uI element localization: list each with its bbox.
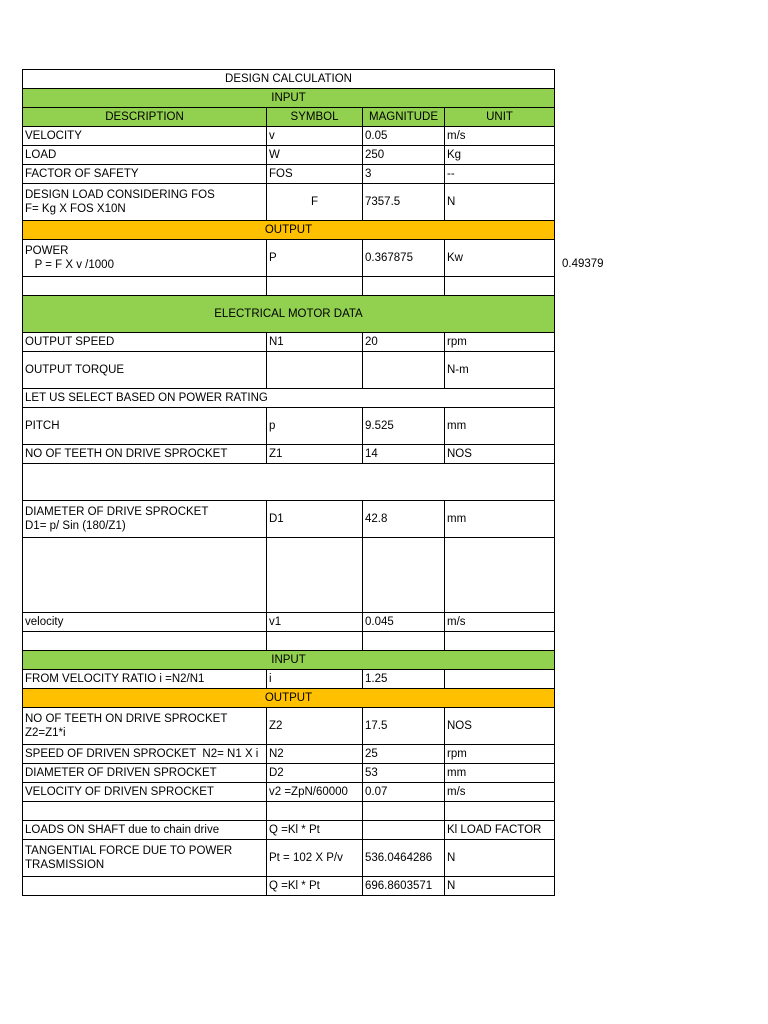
note-text	[23, 464, 555, 501]
magnitude-cell	[363, 538, 445, 613]
section-header-row	[23, 651, 555, 670]
unit-cell: m/s	[445, 783, 555, 802]
column-header-row	[23, 108, 555, 127]
symbol-cell: Z1	[267, 445, 363, 464]
symbol-cell: Q =Kl * Pt	[267, 821, 363, 840]
unit-cell: --	[445, 165, 555, 184]
description-line: OUTPUT TORQUE	[25, 364, 125, 376]
unit-cell: Kg	[445, 146, 555, 165]
description-line: VELOCITY	[25, 130, 82, 142]
unit-cell: N	[445, 877, 555, 896]
description-cell	[23, 783, 267, 802]
description-line: TRASMISSION	[25, 859, 105, 871]
output-header-row	[23, 689, 555, 708]
symbol-cell: F	[267, 184, 363, 221]
table-row	[23, 802, 555, 821]
description-line: FROM VELOCITY RATIO i =N2/N1	[25, 673, 205, 685]
magnitude-cell: 42.8	[363, 501, 445, 538]
sheet-title: DESIGN CALCULATION	[23, 70, 555, 89]
description-line: F= Kg X FOS X10N	[25, 203, 126, 215]
magnitude-cell: 53	[363, 764, 445, 783]
description-cell	[23, 670, 267, 689]
table-row	[23, 184, 555, 221]
unit-cell: NOS	[445, 708, 555, 745]
description-cell	[23, 501, 267, 538]
symbol-cell: p	[267, 408, 363, 445]
table-row	[23, 352, 555, 389]
table-row	[23, 821, 555, 840]
description-cell	[23, 708, 267, 745]
description-cell	[23, 821, 267, 840]
symbol-cell: v1	[267, 613, 363, 632]
table-row	[23, 840, 555, 877]
description-line: TANGENTIAL FORCE DUE TO POWER	[25, 845, 233, 857]
output-header-row	[23, 221, 555, 240]
table-row	[23, 240, 555, 277]
note-row	[23, 389, 555, 408]
description-cell	[23, 146, 267, 165]
symbol-cell	[267, 277, 363, 296]
magnitude-cell: 9.525	[363, 408, 445, 445]
description-cell	[23, 764, 267, 783]
table-row	[23, 277, 555, 296]
description-line: NO OF TEETH ON DRIVE SPROCKET	[25, 448, 228, 460]
description-line: LOAD	[25, 149, 57, 161]
table-row	[23, 538, 555, 613]
unit-cell: m/s	[445, 127, 555, 146]
description-line: Z2=Z1*i	[25, 727, 66, 739]
unit-cell	[445, 632, 555, 651]
magnitude-cell: 1.25	[363, 670, 445, 689]
section-label: INPUT	[23, 89, 555, 108]
table-row	[23, 333, 555, 352]
magnitude-cell: 0.07	[363, 783, 445, 802]
title-row	[23, 70, 555, 89]
description-line: D1= p/ Sin (180/Z1)	[25, 520, 126, 532]
symbol-cell	[267, 538, 363, 613]
magnitude-cell: 536.0464286	[363, 840, 445, 877]
unit-cell	[445, 670, 555, 689]
description-line: PITCH	[25, 420, 60, 432]
description-cell	[23, 613, 267, 632]
description-cell	[23, 445, 267, 464]
unit-cell: N	[445, 184, 555, 221]
table-row	[23, 632, 555, 651]
description-line: LOADS ON SHAFT due to chain drive	[25, 824, 220, 836]
unit-cell: NOS	[445, 445, 555, 464]
symbol-cell: Z2	[267, 708, 363, 745]
symbol-cell: FOS	[267, 165, 363, 184]
magnitude-cell: 3	[363, 165, 445, 184]
section-label: INPUT	[23, 651, 555, 670]
table-row	[23, 613, 555, 632]
description-cell	[23, 745, 267, 764]
col-header-magnitude: MAGNITUDE	[363, 108, 445, 127]
section-header-row	[23, 89, 555, 108]
unit-cell: mm	[445, 501, 555, 538]
magnitude-cell: 696.8603571	[363, 877, 445, 896]
description-line: VELOCITY OF DRIVEN SPROCKET	[25, 786, 214, 798]
section-label: ELECTRICAL MOTOR DATA	[23, 296, 555, 333]
section-label: OUTPUT	[23, 689, 555, 708]
table-row	[23, 877, 555, 896]
symbol-cell	[267, 802, 363, 821]
magnitude-cell	[363, 802, 445, 821]
description-line: velocity	[25, 616, 64, 628]
magnitude-cell: 14	[363, 445, 445, 464]
description-line: OUTPUT SPEED	[25, 336, 115, 348]
symbol-cell	[267, 632, 363, 651]
magnitude-cell	[363, 632, 445, 651]
symbol-cell: D1	[267, 501, 363, 538]
unit-cell: Kw	[445, 240, 555, 277]
magnitude-cell: 25	[363, 745, 445, 764]
unit-cell: mm	[445, 408, 555, 445]
symbol-cell: v	[267, 127, 363, 146]
description-line: DIAMETER OF DRIVEN SPROCKET	[25, 767, 217, 779]
col-header-symbol: SYMBOL	[267, 108, 363, 127]
table-row	[23, 445, 555, 464]
unit-cell: rpm	[445, 333, 555, 352]
magnitude-cell: 17.5	[363, 708, 445, 745]
magnitude-cell: 0.05	[363, 127, 445, 146]
symbol-cell: Q =Kl * Pt	[267, 877, 363, 896]
unit-cell: mm	[445, 764, 555, 783]
unit-cell	[445, 538, 555, 613]
magnitude-cell	[363, 277, 445, 296]
symbol-cell: i	[267, 670, 363, 689]
description-cell	[23, 538, 267, 613]
description-cell	[23, 802, 267, 821]
symbol-cell: N1	[267, 333, 363, 352]
symbol-cell: P	[267, 240, 363, 277]
table-row	[23, 670, 555, 689]
symbol-cell: W	[267, 146, 363, 165]
magnitude-cell	[363, 352, 445, 389]
unit-cell: m/s	[445, 613, 555, 632]
description-cell	[23, 127, 267, 146]
description-line: DIAMETER OF DRIVE SPROCKET	[25, 506, 209, 518]
unit-cell: rpm	[445, 745, 555, 764]
section-label: OUTPUT	[23, 221, 555, 240]
symbol-cell	[267, 352, 363, 389]
unit-cell: N-m	[445, 352, 555, 389]
col-header-unit: UNIT	[445, 108, 555, 127]
description-cell	[23, 352, 267, 389]
description-cell	[23, 184, 267, 221]
magnitude-cell: 0.367875	[363, 240, 445, 277]
description-cell	[23, 165, 267, 184]
table-row	[23, 146, 555, 165]
description-cell	[23, 408, 267, 445]
description-cell	[23, 877, 267, 896]
description-line: DESIGN LOAD CONSIDERING FOS	[25, 189, 215, 201]
col-header-description: DESCRIPTION	[23, 108, 267, 127]
description-line: FACTOR OF SAFETY	[25, 168, 139, 180]
description-cell	[23, 840, 267, 877]
description-line: NO OF TEETH ON DRIVE SPROCKET	[25, 713, 228, 725]
description-line: P = F X v /1000	[25, 259, 114, 271]
table-row	[23, 783, 555, 802]
description-cell	[23, 333, 267, 352]
description-line: POWER	[25, 245, 69, 257]
table-row	[23, 127, 555, 146]
magnitude-cell: 250	[363, 146, 445, 165]
magnitude-cell	[363, 821, 445, 840]
table-row	[23, 745, 555, 764]
unit-cell	[445, 802, 555, 821]
description-cell	[23, 277, 267, 296]
table-row	[23, 764, 555, 783]
side-value: 0.49379	[562, 258, 604, 270]
symbol-cell: N2	[267, 745, 363, 764]
description-cell	[23, 632, 267, 651]
table-row	[23, 408, 555, 445]
design-calculation-table	[22, 69, 555, 896]
note-row	[23, 464, 555, 501]
description-cell	[23, 240, 267, 277]
description-line: SPEED OF DRIVEN SPROCKET N2= N1 X i	[25, 748, 259, 760]
table-row	[23, 165, 555, 184]
symbol-cell: v2 =ZpN/60000	[267, 783, 363, 802]
symbol-cell: Pt = 102 X P/v	[267, 840, 363, 877]
unit-cell: N	[445, 840, 555, 877]
magnitude-cell: 7357.5	[363, 184, 445, 221]
unit-cell: Kl LOAD FACTOR	[445, 821, 555, 840]
table-row	[23, 708, 555, 745]
magnitude-cell: 20	[363, 333, 445, 352]
table-row	[23, 501, 555, 538]
magnitude-cell: 0.045	[363, 613, 445, 632]
section-header-row	[23, 296, 555, 333]
unit-cell	[445, 277, 555, 296]
symbol-cell: D2	[267, 764, 363, 783]
note-text: LET US SELECT BASED ON POWER RATING	[23, 389, 555, 408]
